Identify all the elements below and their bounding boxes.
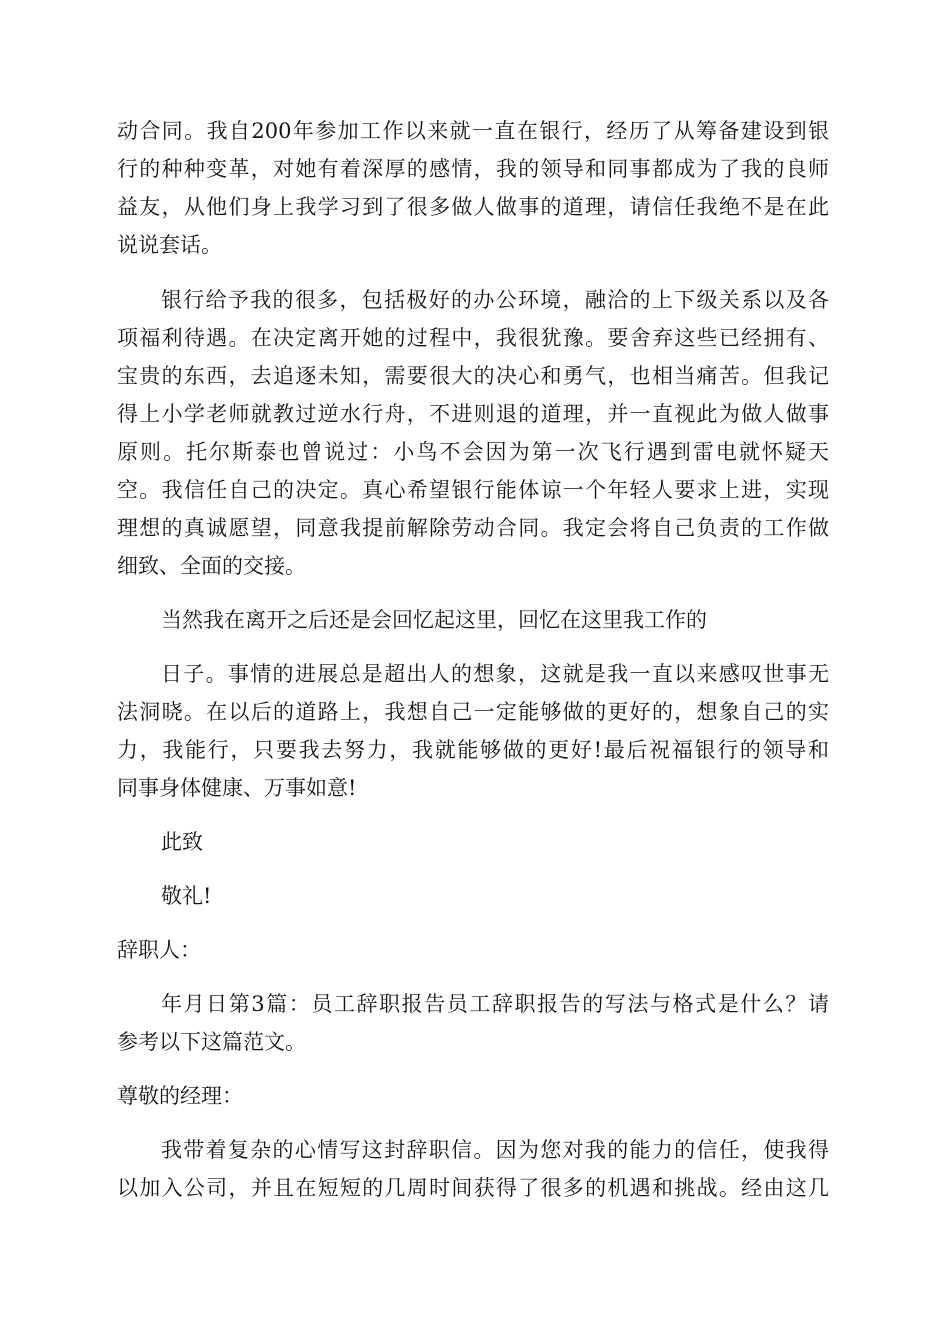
text-line: 细致、全面的交接。 (117, 554, 306, 578)
signature-label: 辞职人： (117, 938, 201, 962)
text-line: 参考以下这篇范文。 (117, 1030, 306, 1054)
text-line: 项福利待遇。在决定离开她的过程中，我很犹豫。要舍弃这些已经拥有、 (117, 326, 829, 350)
text-line: 日子。事情的进展总是超出人的想象，这就是我一直以来感叹世事无 (161, 662, 829, 686)
text-line: 以加入公司，并且在短短的几周时间获得了很多的机遇和挑战。经由这几 (117, 1176, 829, 1200)
text-line: 力，我能行，只要我去努力，我就能够做的更好!最后祝福银行的领导和 (117, 738, 829, 762)
text-line: 同事身体健康、万事如意! (117, 776, 357, 800)
text-line: 理想的真诚愿望，同意我提前解除劳动合同。我定会将自己负责的工作做 (117, 516, 829, 540)
closing-jingli: 敬礼! (161, 884, 212, 908)
text-line: 法洞晓。在以后的道路上，我想自己一定能够做的更好的，想象自己的实 (117, 700, 829, 724)
text-line: 空。我信任自己的决定。真心希望银行能体谅一个年轻人要求上进，实现 (117, 478, 829, 502)
text-line: 宝贵的东西，去追逐未知，需要很大的决心和勇气，也相当痛苦。但我记 (117, 364, 829, 388)
salutation: 尊敬的经理： (117, 1084, 243, 1108)
closing-cizhi: 此致 (161, 830, 203, 854)
text-line: 说说套话。 (117, 233, 222, 257)
text-line: 动合同。我自200年参加工作以来就一直在银行，经历了从筹备建设到银 (117, 119, 829, 143)
text-line: 行的种种变革，对她有着深厚的感情，我的领导和同事都成为了我的良师 (117, 157, 829, 181)
text-line: 当然我在离开之后还是会回忆起这里，回忆在这里我工作的 (161, 608, 707, 632)
text-line: 得上小学老师就教过逆水行舟，不进则退的道理，并一直视此为做人做事 (117, 402, 829, 426)
text-line: 年月日第3篇：员工辞职报告员工辞职报告的写法与格式是什么？请 (161, 992, 829, 1016)
text-line: 银行给予我的很多，包括极好的办公环境，融洽的上下级关系以及各 (161, 288, 829, 312)
text-line: 益友，从他们身上我学习到了很多做人做事的道理，请信任我绝不是在此 (117, 195, 829, 219)
text-line: 原则。托尔斯泰也曾说过：小鸟不会因为第一次飞行遇到雷电就怀疑天 (117, 440, 829, 464)
text-line: 我带着复杂的心情写这封辞职信。因为您对我的能力的信任，使我得 (161, 1138, 829, 1162)
